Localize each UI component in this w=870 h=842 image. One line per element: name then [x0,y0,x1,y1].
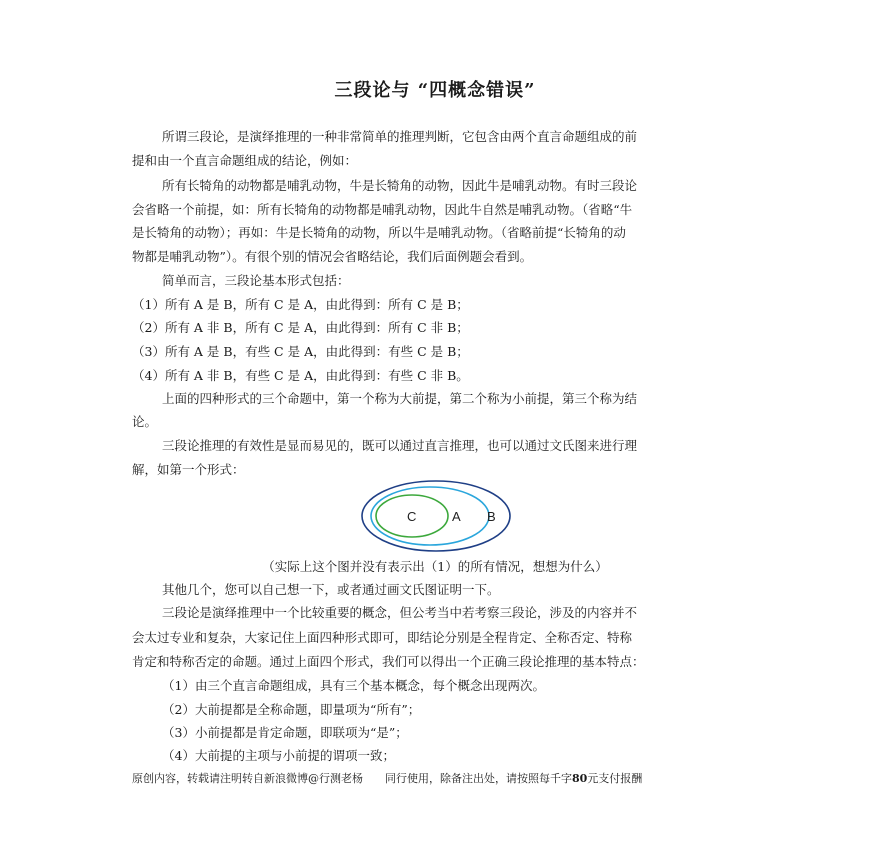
feature-item-3: （3）小前提都是肯定命题，即联项为“是”； [162,725,408,740]
paragraph-line: 物都是哺乳动物”）。有很个别的情况会省略结论，我们后面例题会看到。 [132,249,533,264]
venn-label-a: A [452,509,461,524]
venn-diagram [360,478,514,554]
paragraph-line: 其他几个，您可以自己想一下，或者通过画文氏图证明一下。 [162,582,500,597]
venn-label-b: B [487,509,496,524]
footer-notice-end: 元支付报酬 [587,772,643,785]
form-item-4: （4）所有 A 非 B，有些 C 是 A，由此得到：有些 C 非 B。 [132,368,469,383]
feature-item-1: （1）由三个直言命题组成，具有三个基本概念，每个概念出现两次。 [162,678,545,693]
paragraph-line: 三段论推理的有效性是显而易见的，既可以通过直言推理，也可以通过文氏图来进行理 [162,438,638,453]
feature-item-4: （4）大前提的主项与小前提的谓项一致； [162,748,395,763]
paragraph-line: 会省略一个前提，如：所有长犄角的动物都是哺乳动物，因此牛自然是哺乳动物。（省略“牛 [132,202,633,217]
footer-copyright: 原创内容，转载请注明转自新浪微博@行测老杨 [132,772,363,785]
paragraph-line: 简单而言，三段论基本形式包括： [162,273,350,288]
page-title: 三段论与 “四概念错误” [334,80,536,101]
venn-circle-a [371,487,489,545]
page-footer [132,770,642,786]
paragraph-line: 所有长犄角的动物都是哺乳动物，牛是长犄角的动物，因此牛是哺乳动物。有时三段论 [162,178,638,193]
form-item-2: （2）所有 A 非 B，所有 C 是 A，由此得到：所有 C 非 B； [132,320,469,335]
paragraph-line: 三段论是演绎推理中一个比较重要的概念，但公考当中若考察三段论，涉及的内容并不 [162,605,638,620]
paragraph-line: 上面的四种形式的三个命题中，第一个称为大前提，第二个称为小前提，第三个称为结 [162,391,638,406]
paragraph-line: 提和由一个直言命题组成的结论，例如： [132,153,358,168]
paragraph-line: 解，如第一个形式： [132,462,245,477]
figure-caption: （实际上这个图并没有表示出（1）的所有情况，想想为什么） [262,559,608,574]
paragraph-line: 肯定和特称否定的命题。通过上面四个形式，我们可以得出一个正确三段论推理的基本特点： [132,654,645,669]
form-item-1: （1）所有 A 是 B，所有 C 是 A，由此得到：所有 C 是 B； [132,297,469,312]
paragraph-line: 是长犄角的动物）；再如：牛是长犄角的动物，所以牛是哺乳动物。（省略前提“长犄角的动 [132,225,626,240]
footer-rate: 80 [572,772,588,785]
paragraph-line: 论。 [132,414,158,429]
feature-item-2: （2）大前提都是全称命题，即量项为“所有”； [162,702,421,717]
paragraph-line: 会太过专业和复杂，大家记住上面四种形式即可，即结论分别是全程肯定、全称否定、特称 [132,630,633,645]
footer-notice: 同行使用，除备注出处，请按照每千字 [385,772,572,785]
paragraph-line: 所谓三段论，是演绎推理的一种非常简单的推理判断，它包含由两个直言命题组成的前 [162,129,638,144]
form-item-3: （3）所有 A 是 B，有些 C 是 A，由此得到：有些 C 是 B； [132,344,469,359]
venn-label-c: C [407,509,417,524]
